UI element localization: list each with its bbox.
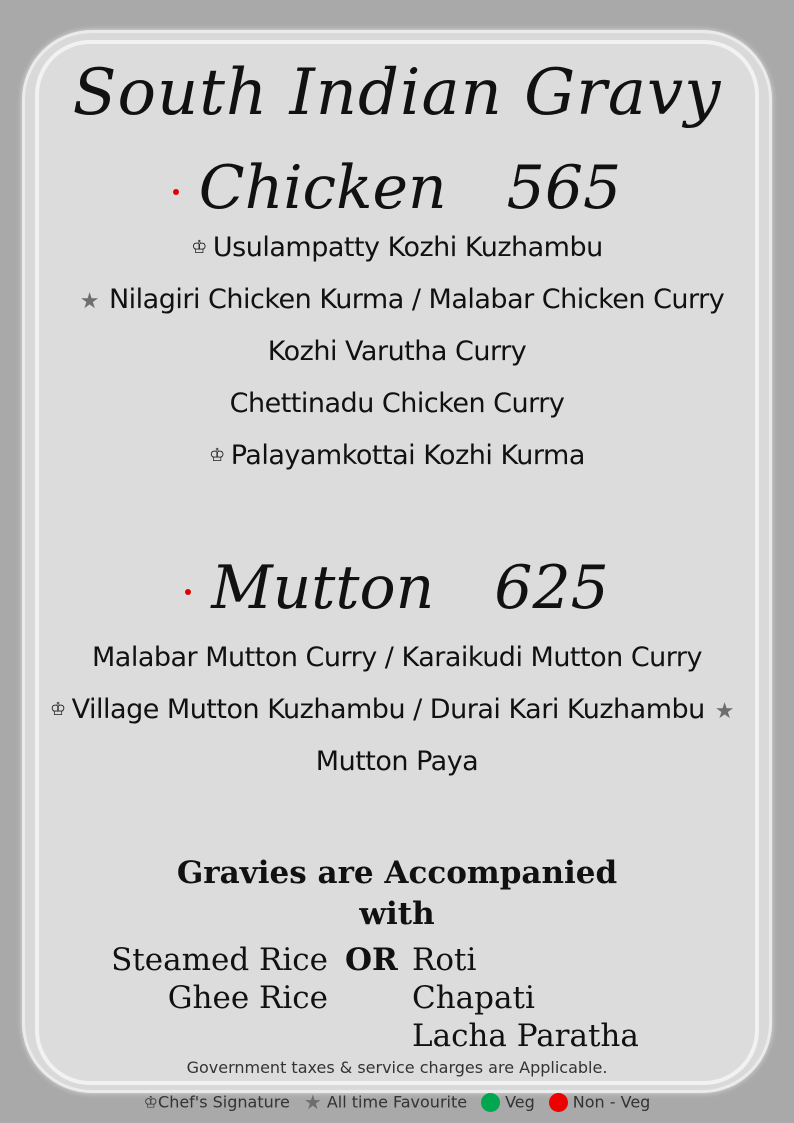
accompaniment-or: OR [345, 942, 398, 978]
menu-item-label: Village Mutton Kuzhambu / Durai Kari Kuzhambu [71, 694, 705, 725]
menu-item [0, 740, 794, 784]
menu-item-label: Chettinadu Chicken Curry [229, 388, 565, 419]
section-name: Chicken [198, 153, 447, 223]
chef-hat-icon: ♔ [50, 699, 66, 720]
red-dot-icon [173, 189, 179, 195]
red-dot-icon [185, 589, 191, 595]
menu-item [0, 434, 794, 478]
legend-chef-label: Chef's Signature [158, 1092, 290, 1112]
tax-note: Government taxes & service charges are Applicable. [186, 1058, 608, 1077]
menu-item-label: Mutton Paya [315, 746, 479, 777]
legend [0, 1090, 794, 1114]
star-icon: ★ [714, 699, 734, 724]
veg-dot-icon [481, 1093, 500, 1112]
menu-item-label: Malabar Mutton Curry / Karaikudi Mutton Curry [91, 642, 702, 673]
accompaniment-left-option: Steamed Rice [111, 942, 328, 978]
star-icon: ★ [79, 289, 99, 314]
menu-item-label: Usulampatty Kozhi Kuzhambu [212, 232, 603, 263]
menu-item [0, 688, 794, 734]
menu-item [0, 226, 794, 270]
section-mutton-heading [0, 548, 794, 628]
nonveg-dot-icon [549, 1093, 568, 1112]
menu-item [0, 330, 794, 374]
star-icon: ★ [303, 1090, 322, 1114]
accompaniment-right-option: Roti [412, 942, 477, 978]
menu-item-label: Nilagiri Chicken Kurma / Malabar Chicken Curry [108, 284, 725, 315]
menu-item-label: Kozhi Varutha Curry [267, 336, 527, 367]
menu-item [0, 636, 794, 680]
legend-nonveg-label: Non - Veg [572, 1092, 651, 1112]
accompaniment-right-option: Lacha Paratha [412, 1018, 639, 1054]
menu-item [0, 278, 794, 324]
section-price: 625 [494, 553, 609, 623]
chef-hat-icon: ♔ [191, 237, 207, 258]
accompaniment-heading: Gravies are Accompanied [176, 855, 618, 891]
legend-veg-label: Veg [505, 1092, 535, 1112]
section-chicken-heading [0, 148, 794, 228]
chef-hat-icon: ♔ [143, 1092, 159, 1112]
legend-favourite-label: All time Favourite [326, 1092, 468, 1112]
accompaniment-left-option: Ghee Rice [167, 980, 328, 1016]
menu-item [0, 382, 794, 426]
menu-title: South Indian Gravy [72, 56, 722, 130]
chef-hat-icon: ♔ [209, 445, 225, 466]
accompaniment-right-option: Chapati [412, 980, 535, 1016]
accompaniment-heading-with: with [359, 896, 435, 932]
section-price: 565 [506, 153, 622, 223]
menu-item-label: Palayamkottai Kozhi Kurma [230, 440, 585, 471]
section-name: Mutton [211, 553, 435, 623]
